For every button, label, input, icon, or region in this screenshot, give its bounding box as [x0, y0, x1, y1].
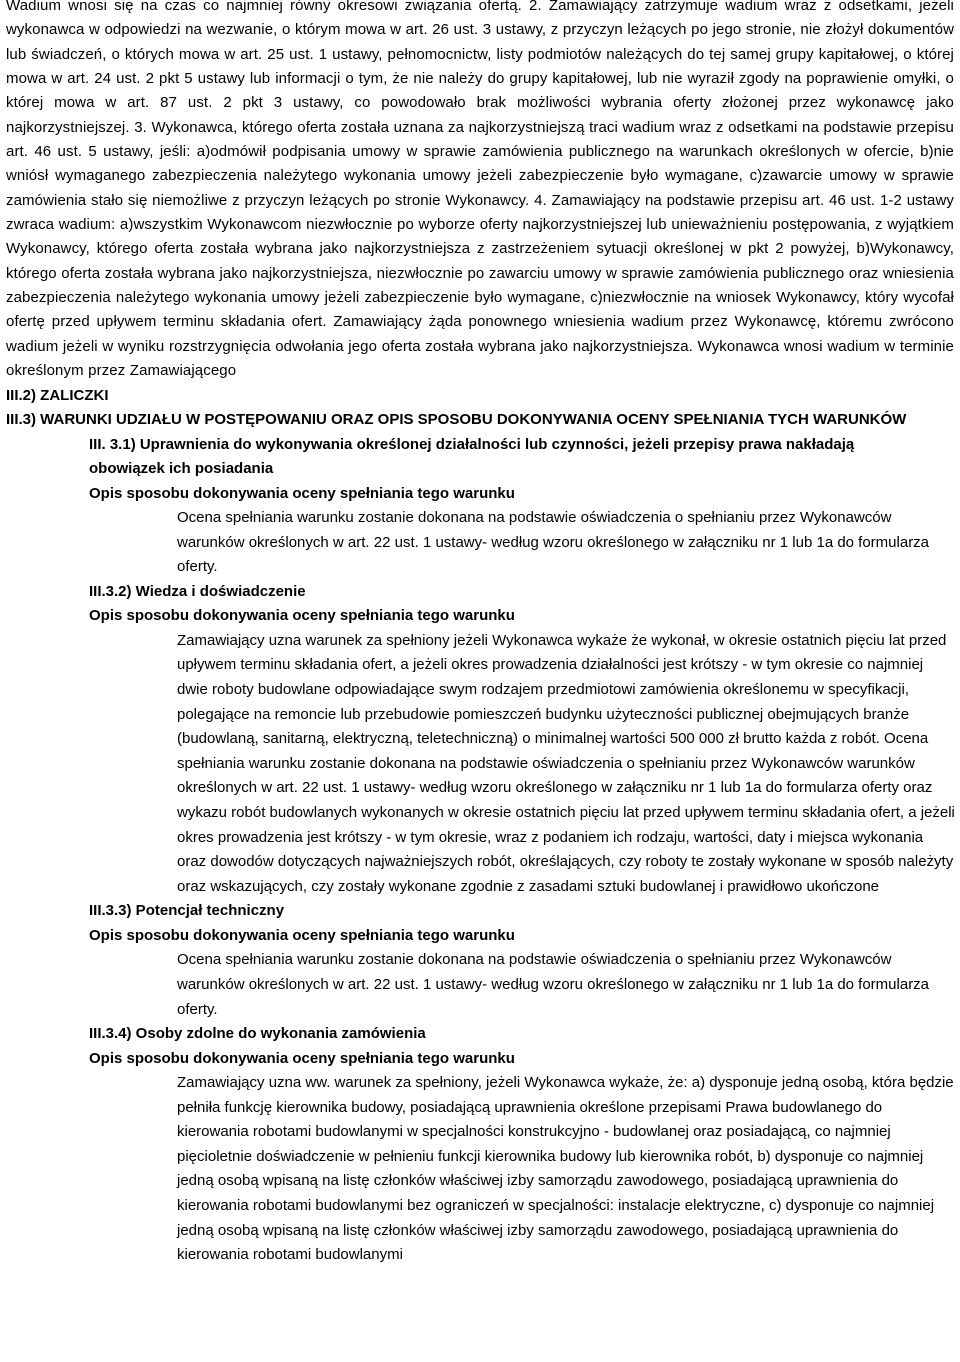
subsection-title-potencjal: III.3.3) Potencjał techniczny [89, 902, 285, 920]
opis-label: Opis sposobu dokonywania oceny spełniania tego warunku [89, 1049, 515, 1067]
subsection-title-osoby: III.3.4) Osoby zdolne do wykonania zamówienia [89, 1025, 426, 1043]
paragraph-wadium-retention: Wadium wnosi się na czas co najmniej równy okresowi związania ofertą. 2. Zamawiający zatrzymuje wadium wraz z odsetkami, jeżeli wykonawca w odpowiedzi na wezwanie, o którym mowa w art. 26 ust. 3 ustawy, z przyczyn leżących po jego stronie, nie złożył dokumentów lub świadczeń, o których mowa w art. 25 ust. 1 ustawy, pełnomocnictw, listy podmiotów należących do tej samej grupy kapitałowej, o której mowa w art. 24 ust. 2 pkt 5 ustawy lub informacji o tym, że nie należy do grupy kapitałowej, lub nie wyraził zgody na poprawienie omyłki, o której mowa w art. 87 ust. 2 pkt 3 ustawy, co powodowało brak możliwości wybrania oferty złożonej przez wykonawcę jako najkorzystniejszej. 3. Wykonawca, którego oferta została uznana za najkorzystniejszą traci wadium wraz z odsetkami na podstawie przepisu art. 46 ust. 5 ustawy, jeśli: a)odmówił podpisania umowy w sprawie zamówienia publicznego na warunkach określonych w ofercie, b)nie wniósł wymaganego zabezpieczenia należytego wykonania umowy jeżeli zabezpieczenie było wymagane, c)zawarcie umowy w sprawie zamówienia stało się niemożliwe z przyczyn leżących po stronie Wykonawcy. 4. Zamawiający na podstawie przepisu art. 46 ust. 1-2 ustawy zwraca wadium: a)wszystkim Wykonawcom niezwłocznie po wyborze oferty najkorzystniejszej lub unieważnieniu postępowania, z wyjątkiem Wykonawcy, którego oferta została wybrana jako najkorzystniejsza z zastrzeżeniem sytuacji określonej w pkt 2 powyżej, b)Wykonawcy, którego oferta została wybrana jako najkorzystniejsza, niezwłocznie po zawarciu umowy w sprawie zamówienia publicznego oraz wniesienia zabezpieczenia należytego wykonania umowy jeżeli zabezpieczenie było wymagane, c)niezwłocznie na wniosek Wykonawcy, który wycofał ofertę przed upływem terminu składania ofert. Zamawiający żąda ponownego wniesienia wadium przez Wykonawcę, któremu zwrócono wadium jeżeli w wyniku rozstrzygnięcia odwołania jego oferta została wybrana jako najkorzystniejsza. Wykonawca wnosi wadium w terminie określonym przez Zamawiającego [6, 0, 954, 380]
section-heading-warunki: III.3) WARUNKI UDZIAŁU W POSTĘPOWANIU ORAZ OPIS SPOSOBU DOKONYWANIA OCENY SPEŁNIANIA TYCH WARUNKÓW [6, 411, 907, 428]
section-heading-zaliczki: III.2) ZALICZKI [6, 386, 109, 404]
opis-label: Opis sposobu dokonywania oceny spełniania tego warunku [89, 607, 515, 625]
subsection-title-wiedza: III.3.2) Wiedza i doświadczenie [89, 582, 306, 600]
subsection-title-uprawnienia: III. 3.1) Uprawnienia do wykonywania określonej działalności lub czynności, jeżeli przepisy prawa nakładają obowiązek ich posiadania [89, 435, 855, 477]
subsection-text-wiedza: Zamawiający uzna warunek za spełniony jeżeli Wykonawca wykaże że wykonał, w okresie ostatnich pięciu lat przed upływem terminu składania ofert, a jeżeli okres prowadzenia działalności jest krótszy - w tym okresie co najmniej dwie roboty budowlane odpowiadające swym rodzajem przedmiotowi zamówienia określonemu w specyfikacji, polegające na remoncie lub przebudowie pomieszczeń budynku użyteczności publicznej obejmujących branże (budowlaną, sanitarną, elektryczną, teletechniczną) o minimalnej wartości 500 000 zł brutto każda z robót. Ocena spełniania warunku zostanie dokonana na podstawie oświadczenia o spełnianiu przez Wykonawców warunków określonych w art. 22 ust. 1 ustawy- według wzoru określonego w załączniku nr 1 lub 1a do formularza oferty oraz wykazu robót budowlanych wykonanych w okresie ostatnich pięciu lat przed upływem terminu składania ofert, a jeżeli okres prowadzenia jest krótszy - w tym okresie, wraz z podaniem ich rodzaju, wartości, daty i miejsca wykonania oraz dowodów dotyczących najważniejszych robót, określających, czy roboty te zostały wykonane w sposób należyty oraz wskazujących, czy zostały wykonane zgodnie z zasadami sztuki budowlanej i prawidłowo ukończone [177, 631, 955, 895]
opis-label: Opis sposobu dokonywania oceny spełniania tego warunku [89, 926, 515, 944]
opis-label: Opis sposobu dokonywania oceny spełniania tego warunku [89, 484, 515, 502]
subsection-text-potencjal: Ocena spełniania warunku zostanie dokonana na podstawie oświadczenia o spełnianiu przez Wykonawców warunków określonych w art. 22 ust. 1 ustawy- według wzoru określonego w załączniku nr 1 lub 1a do formularza oferty. [177, 951, 930, 1018]
subsection-text-osoby: Zamawiający uzna ww. warunek za spełniony, jeżeli Wykonawca wykaże, że: a) dysponuje jedną osobą, która będzie pełniła funkcję kierownika budowy, posiadającą uprawnienia określone przepisami Prawa budowlanego do kierowania robotami budowlanymi w specjalności konstrukcyjno - budowlanej oraz posiadającą, co najmniej pięcioletnie doświadczenie w pełnieniu funkcji kierownika budowy lub kierownika robót, b) dysponuje co najmniej jedną osobą wpisaną na listę członków właściwej izby samorządu zawodowego, posiadającą uprawnienia do kierowania robotami budowlanymi bez ograniczeń w specjalności: instalacje elektryczne, c) dysponuje co najmniej jedną osobą wpisaną na listę członków właściwej izby samorządu zawodowego, posiadającą uprawnienia do kierowania robotami budowlanymi [177, 1074, 954, 1264]
subsection-text-uprawnienia: Ocena spełniania warunku zostanie dokonana na podstawie oświadczenia o spełnianiu przez Wykonawców warunków określonych w art. 22 ust. 1 ustawy- według wzoru określonego w załączniku nr 1 lub 1a do formularza oferty. [177, 509, 930, 576]
